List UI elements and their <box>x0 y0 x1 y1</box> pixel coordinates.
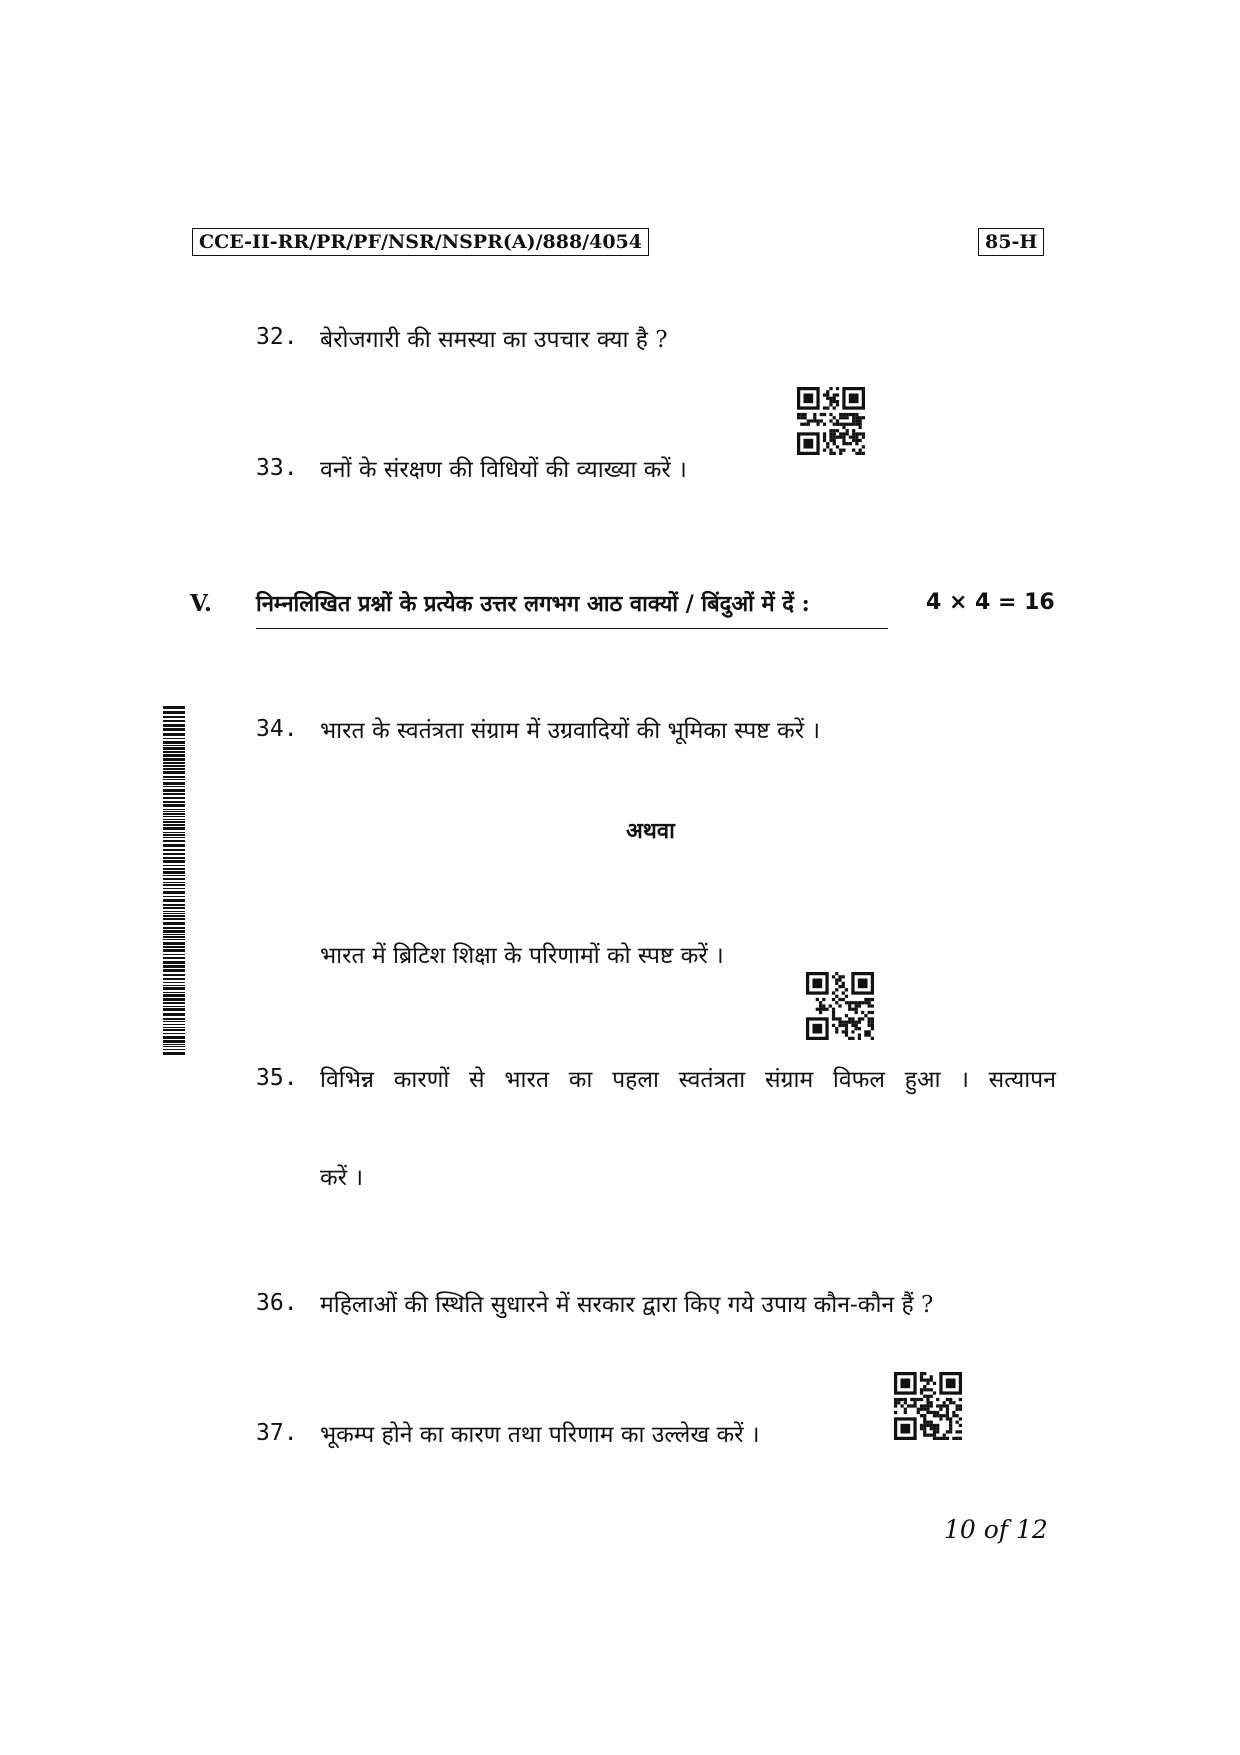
paper-code-label: CCE-II-RR/PR/PF/NSR/NSPR(A)/888/4054 <box>192 228 649 256</box>
question-text-34-alternative: भारत में ब्रिटिश शिक्षा के परिणामों को स्पष्ट करें । <box>320 943 724 969</box>
qr-code-icon <box>894 1372 962 1440</box>
section-instruction: निम्नलिखित प्रश्नों के प्रत्येक उत्तर लगभग आठ वाक्यों / बिंदुओं में दें : <box>256 588 888 629</box>
question-number-33: 33. <box>256 455 298 481</box>
question-number-34: 34. <box>256 716 298 742</box>
question-number-36: 36. <box>256 1290 298 1316</box>
question-number-37: 37. <box>256 1420 298 1446</box>
question-text-32: बेरोजगारी की समस्या का उपचार क्या है ? <box>320 327 668 353</box>
barcode-icon <box>163 706 185 1060</box>
question-text-35-line2: करें । <box>320 1165 364 1191</box>
question-text-35-line1: विभिन्न कारणों से भारत का पहला स्वतंत्रता संग्राम विफल हुआ । सत्यापन <box>320 1067 1056 1093</box>
qr-code-icon <box>797 387 865 455</box>
question-text-34: भारत के स्वतंत्रता संग्राम में उग्रवादियों की भूमिका स्पष्ट करें । <box>320 718 821 744</box>
question-number-32: 32. <box>256 324 298 350</box>
question-text-36: महिलाओं की स्थिति सुधारने में सरकार द्वारा किए गये उपाय कौन-कौन हैं ? <box>320 1292 934 1318</box>
or-label: अथवा <box>626 818 675 844</box>
question-text-37: भूकम्प होने का कारण तथा परिणाम का उल्लेख करें । <box>320 1422 760 1448</box>
section-number: V. <box>190 590 212 617</box>
question-text-33: वनों के संरक्षण की विधियों की व्याख्या करें । <box>320 457 687 483</box>
section-marks: 4 × 4 = 16 <box>926 590 1055 615</box>
page-number: 10 of 12 <box>944 1515 1048 1544</box>
qr-code-icon <box>806 972 874 1040</box>
question-number-35: 35. <box>256 1065 298 1091</box>
paper-id-label: 85-H <box>978 228 1044 256</box>
